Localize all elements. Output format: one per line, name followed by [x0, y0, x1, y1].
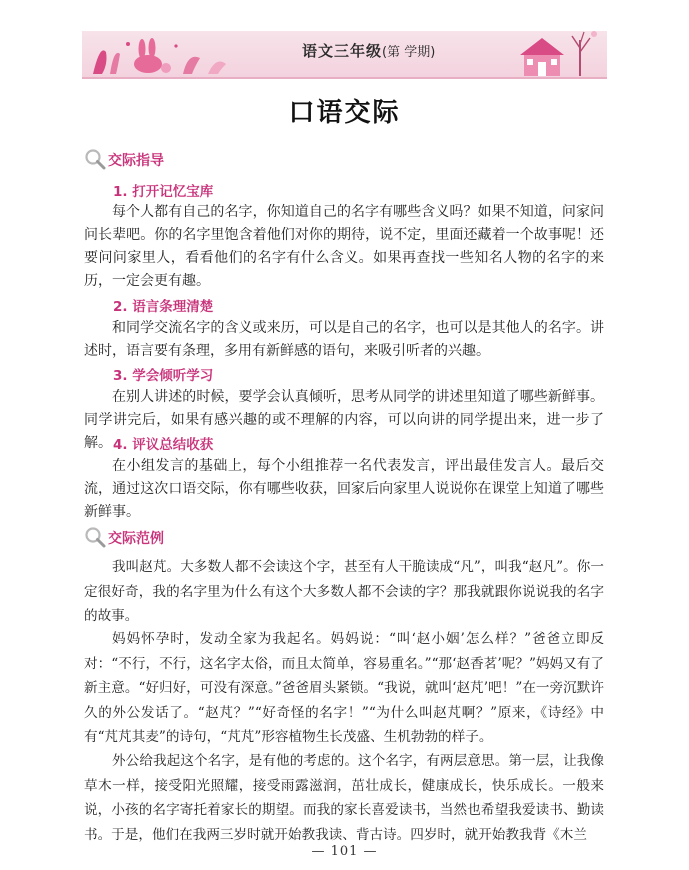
paragraph-item-4: 在小组发言的基础上，每个小组推荐一名代表发言，评出最佳发言人。最后交流，通过这次口语交际，你有哪些收获，回家后向家里人说说你在课堂上知道了哪些新鲜事。 [84, 458, 604, 520]
header-title [302, 40, 435, 61]
example-paragraph-3: 外公给我起这个名字，是有他的考虑的。这个名字，有两层意思。第一层，让我像草木一样，接受阳光照耀，接受雨露滋润，茁壮成长，健康成长，快乐成长。一般来说，小孩的名字寄托着家长的期望。而我的家长喜爱读书，当然也希望我爱读书、勤读书。于是，他们在我两三岁时就开始教我读、背古诗。四岁时，就开始教我背《木兰 [84, 753, 604, 843]
magnifier-icon [84, 526, 106, 548]
page-number: — 101 — [311, 844, 378, 859]
item-heading-4: 4. 评议总结收获 [113, 437, 214, 453]
example-paragraph-1: 我叫赵芃。大多数人都不会读这个字，甚至有人干脆读成“凡”，叫我“赵凡”。你一定很好奇，我的名字里为什么有这个大多数人都不会读的字？那我就跟你说说我的名字的故事。 [84, 559, 604, 624]
paragraph-item-1: 每个人都有自己的名字，你知道自己的名字有哪些含义吗？如果不知道，问家问问长辈吧。你的名字里饱含着他们对你的期待，说不定，里面还藏着一个故事呢！还要问问家里人，看看他们的名字有什么含义。如果再查找一些知名人物的名字的来历，一定会更有趣。 [84, 204, 604, 289]
paragraph-item-3: 在别人讲述的时候，要学会认真倾听，思考从同学的讲述里知道了哪些新鲜事。同学讲完后，如果有感兴趣的或不理解的内容，可以向讲的同学提出来，进一步了解。 [84, 389, 604, 451]
example-paragraph-2: 妈妈怀孕时，发动全家为我起名。妈妈说：“叫‘赵小姻’怎么样？”爸爸立即反对：“不行，不行，这名字太俗，而且太简单，容易重名。”“那‘赵香茗’呢？”妈妈又有了新主意。“好归好，可没有深意。”爸爸眉头紧锁。“我说，就叫‘赵芃’吧！”在一旁沉默许久的外公发话了。“赵芃？”“好奇怪的名字！”“为什么叫赵芃啊？”原来，《诗经》中有“芃芃其麦”的诗句，“芃芃”形容植物生长茂盛、生机勃勃的样子。 [84, 631, 604, 745]
paragraph-item-2: 和同学交流名字的含义或来历，可以是自己的名字，也可以是其他人的名字。讲述时，语言要有条理，多用有新鲜感的语句，来吸引听者的兴趣。 [84, 320, 604, 359]
header-subject: 语文三年级 [302, 42, 383, 60]
item-heading-1: 1. 打开记忆宝库 [113, 184, 214, 200]
house-tree-decoration-icon [512, 26, 602, 78]
section-heading-label: 交际范例 [108, 531, 164, 547]
page-title: 口语交际 [288, 98, 401, 128]
rabbit-decoration-icon [88, 34, 238, 76]
item-heading-2: 2. 语言条理清楚 [113, 299, 214, 315]
header-semester: (第 学期) [382, 45, 436, 60]
section-heading-label: 交际指导 [108, 153, 164, 169]
magnifier-icon [84, 148, 106, 170]
item-heading-3: 3. 学会倾听学习 [113, 368, 214, 384]
